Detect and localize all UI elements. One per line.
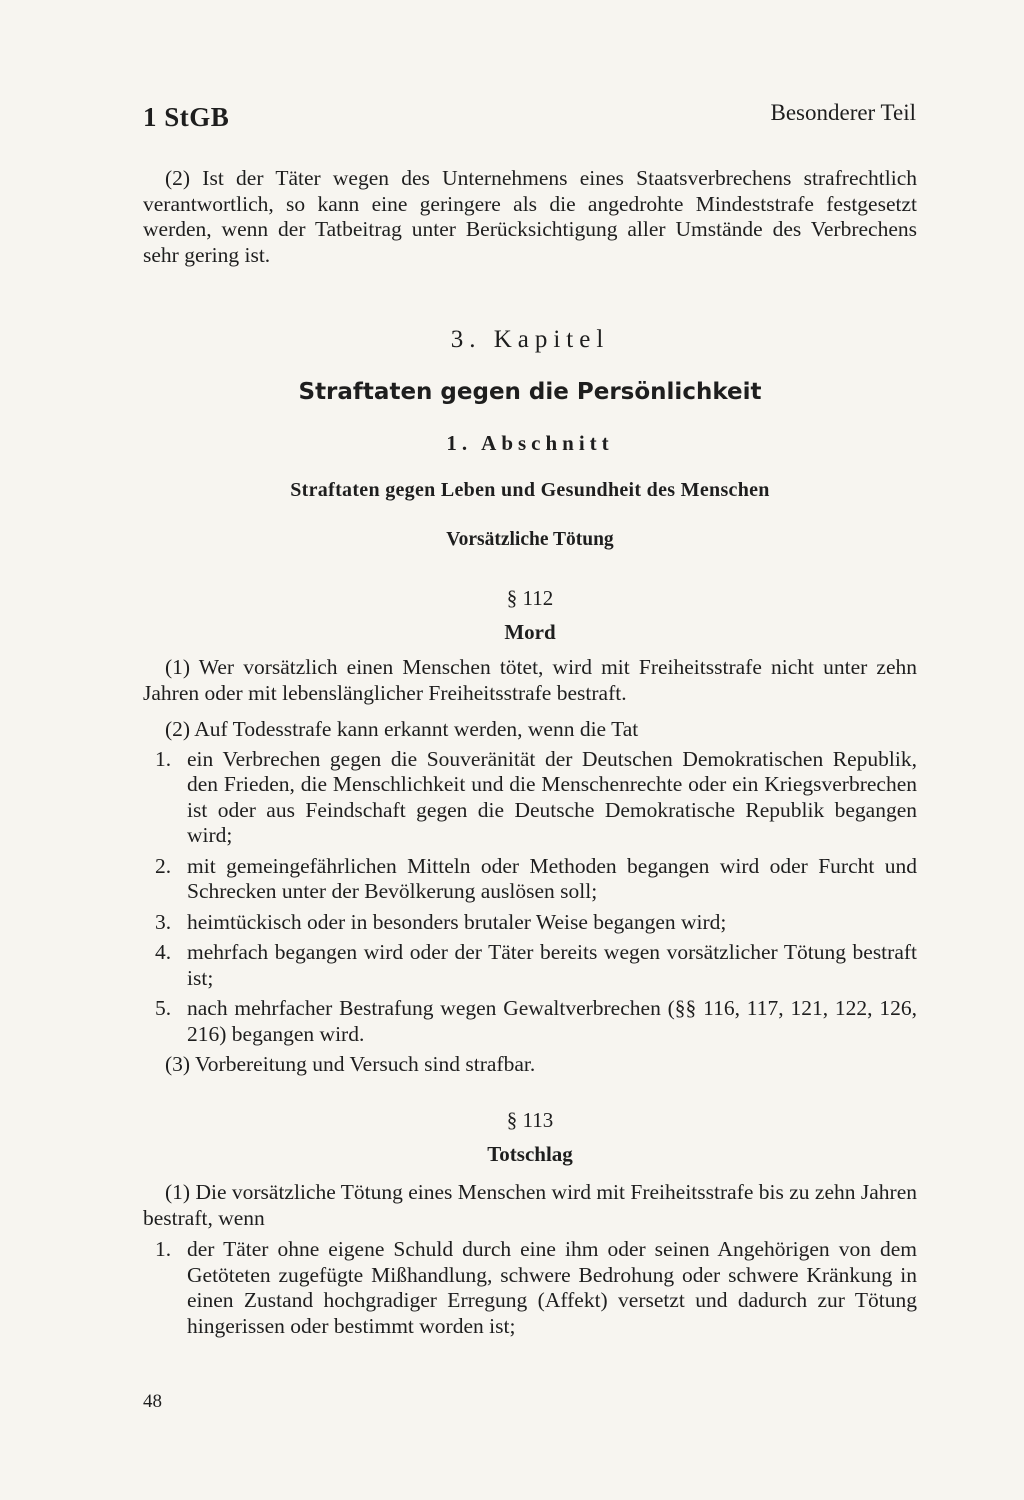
paragraph-113-title: Totschlag — [487, 1142, 573, 1166]
paragraph-113-sub1: (1) Die vorsätzliche Tötung eines Menschen wird mit Freiheitsstrafe bis zu zehn Jahren bestraft, wenn — [143, 1180, 917, 1230]
list-item — [143, 1237, 917, 1339]
list-item — [143, 747, 917, 849]
paragraph-112-sub1: (1) Wer vorsätzlich einen Menschen tötet, wird mit Freiheitsstrafe nicht unter zehn Jahren oder mit lebenslänglicher Freiheitsstrafe bestraft. — [143, 655, 917, 705]
list-item-number: 1. — [155, 1237, 172, 1261]
list-item-text: nach mehrfacher Bestrafung wegen Gewaltverbrechen (§§ 116, 117, 121, 122, 126, 216) begangen wird. — [187, 996, 917, 1046]
section-number: 1. Abschnitt — [446, 431, 614, 455]
running-head — [143, 100, 916, 136]
list-item-text: heimtückisch oder in besonders brutaler Weise begangen wird; — [187, 909, 727, 934]
list-item — [143, 910, 917, 936]
subheading: Vorsätzliche Tötung — [446, 529, 614, 550]
running-head-part: Besonderer Teil — [770, 100, 916, 125]
list-item-number: 2. — [155, 853, 172, 878]
paragraph-112-sub3: (3) Vorbereitung und Versuch sind strafbar. — [165, 1052, 536, 1076]
list-item — [143, 940, 917, 991]
list-item — [143, 854, 917, 905]
paragraph-112-list — [143, 747, 917, 1048]
list-item-number: 5. — [155, 996, 172, 1020]
paragraph-113-list — [143, 1237, 917, 1339]
chapter-title: Straftaten gegen die Persönlichkeit — [298, 379, 762, 405]
list-item-number: 1. — [155, 746, 172, 771]
chapter-number: 3. Kapitel — [450, 326, 610, 353]
paragraph-113-body — [143, 1180, 917, 1344]
intro-paragraph: (2) Ist der Täter wegen des Unternehmens eines Staatsverbrechens strafrechtlich verantwortlich, so kann eine geringere als die angedrohte Mindeststrafe festgesetzt werden, wenn der Tatbeitrag unter Berücksichtigung aller Umstände des Verbrechens sehr gering ist. — [143, 166, 917, 267]
list-item-number: 3. — [155, 909, 172, 934]
section-title: Straftaten gegen Leben und Gesundheit des Menschen — [290, 479, 770, 501]
paragraph-113-number: § 113 — [506, 1108, 554, 1132]
list-item-number: 4. — [155, 940, 172, 964]
page-number: 48 — [143, 1391, 162, 1412]
paragraph-112-sub2: (2) Auf Todesstrafe kann erkannt werden, wenn die Tat — [165, 717, 639, 741]
list-item — [143, 996, 917, 1047]
intro-paragraph-block — [143, 166, 917, 268]
running-head-code: 1 StGB — [143, 102, 230, 132]
list-item-text: ein Verbrechen gegen die Souveränität der Deutschen Demokratischen Republik, den Frieden, die Menschlichkeit und die Menschenrechte oder ein Kriegsverbrechen ist oder aus Feindschaft gegen die Deutsche Demokratische Republik begangen wird; — [187, 746, 917, 847]
list-item-text: mit gemeingefährlichen Mitteln oder Methoden begangen wird oder Furcht und Schrecken unter der Bevölkerung auslösen soll; — [187, 853, 917, 903]
paragraph-112-number: § 112 — [506, 586, 554, 610]
list-item-text: mehrfach begangen wird oder der Täter bereits wegen vorsätzlicher Tötung bestraft ist; — [187, 940, 917, 990]
list-item-text: der Täter ohne eigene Schuld durch eine ihm oder seinen Angehörigen von dem Getöteten zugefügte Mißhandlung, schwere Bedrohung oder schwere Kränkung in einen Zustand hochgradiger Erregung (Affekt) versetzt und dadurch zur Tötung hingerissen oder bestimmt worden ist; — [187, 1237, 917, 1338]
paragraph-112-title: Mord — [504, 620, 556, 644]
paragraph-112-body — [143, 655, 917, 1078]
